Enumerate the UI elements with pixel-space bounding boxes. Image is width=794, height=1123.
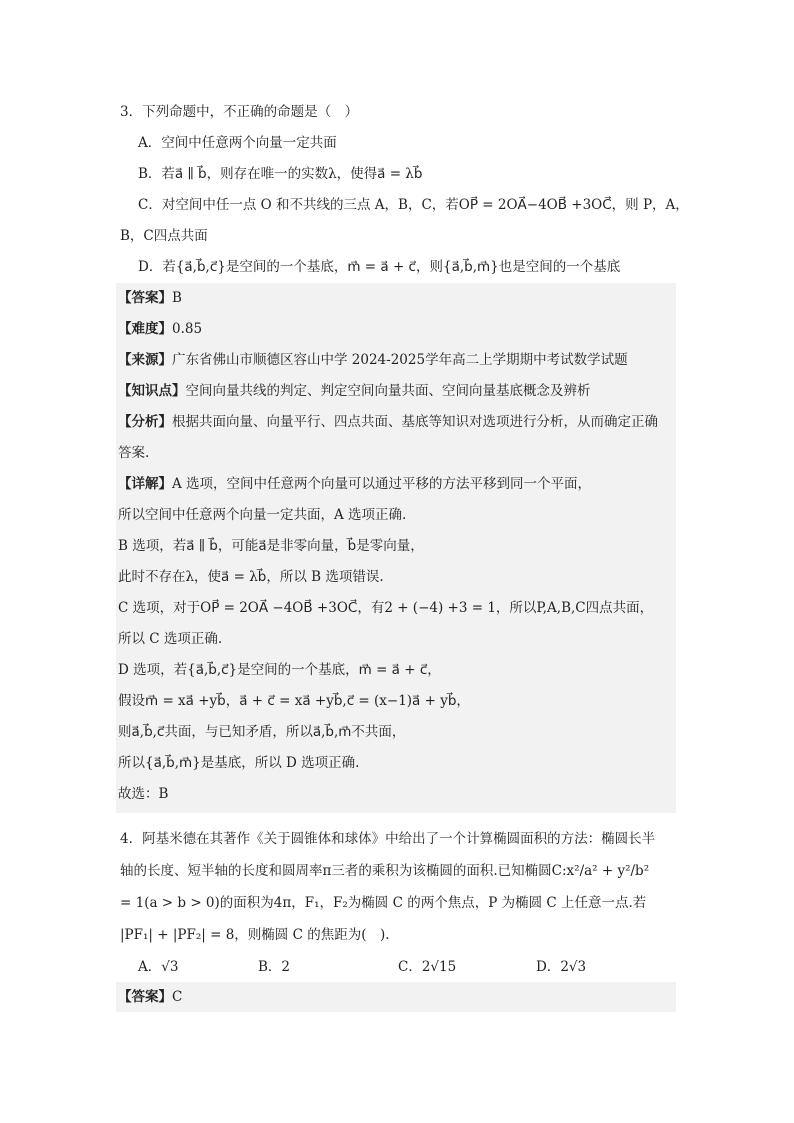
q4-stem-line: = 1(a > b > 0)的面积为4π，F₁，F₂为椭圆 C 的两个焦点，P 为椭圆 C 上任意一点.若 xyxy=(120,895,647,911)
q3-source xyxy=(0,345,794,376)
source-value: 广东省佛山市顺德区容山中学 2024-2025学年高二上学期期中考试数学试题 xyxy=(172,352,628,368)
q4-stem-line: 轴的长度、短半轴的长度和圆周率π三者的乘积为该椭圆的面积.已知椭圆C:x²/a² + y²/b² xyxy=(120,863,650,879)
detail-line: 所以空间中任意两个向量一定共面，A 选项正确. xyxy=(118,507,407,523)
q3-analysis xyxy=(0,407,794,438)
detail-line: 此时不存在λ，使a⃗ = λb⃗，所以 B 选项错误. xyxy=(118,569,384,585)
q3-option-c-cont: B，C四点共面 xyxy=(120,228,208,244)
detail-line: 故选：B xyxy=(118,786,169,802)
analysis-tag: 【分析】 xyxy=(118,414,172,430)
detail-line: D 选项，若{a⃗,b⃗,c⃗}是空间的一个基底，m⃗ = a⃗ + c⃗， xyxy=(118,662,441,678)
detail-line: 所以{a⃗,b⃗,m⃗}是基底，所以 D 选项正确. xyxy=(118,755,360,771)
detail-tag: 【详解】 xyxy=(118,476,172,492)
q4-stem-line: 4．阿基米德在其著作《关于圆锥体和球体》中给出了一个计算椭圆面积的方法：椭圆长半 xyxy=(120,831,656,847)
q4-stem-line: |PF₁| + |PF₂| = 8，则椭圆 C 的焦距为( ). xyxy=(120,927,390,943)
q4-option-a: A．√3 xyxy=(138,959,179,975)
detail-line: B 选项，若a⃗ ∥ b⃗，可能a⃗是非零向量，b⃗是零向量， xyxy=(118,538,424,554)
knowledge-value: 空间向量共线的判定、判定空间向量共面、空间向量基底概念及辨析 xyxy=(185,383,591,399)
q4-options xyxy=(0,952,794,983)
answer-value: B xyxy=(172,290,182,306)
q4-option-c: C．2√15 xyxy=(398,959,457,975)
answer-tag: 【答案】 xyxy=(118,989,172,1005)
q4-answer xyxy=(0,982,794,1013)
difficulty-tag: 【难度】 xyxy=(118,321,172,337)
q3-option-c: C．对空间中任一点 O 和不共线的三点 A，B，C，若OP⃗ = 2OA⃗−4OB⃗ +3OC⃗，则 P，A， xyxy=(138,197,689,213)
answer-tag: 【答案】 xyxy=(118,290,172,306)
q3-knowledge xyxy=(0,376,794,407)
q3-stem: 3．下列命题中，不正确的命题是（ ） xyxy=(120,104,359,120)
difficulty-value: 0.85 xyxy=(172,321,203,337)
detail-line: 所以 C 选项正确. xyxy=(118,631,223,647)
q3-detail xyxy=(0,469,794,500)
q3-option-b: B．若a⃗ ∥ b⃗，则存在唯一的实数λ，使得a⃗ = λb⃗ xyxy=(138,166,423,182)
detail-line: C 选项，对于OP⃗ = 2OA⃗ −4OB⃗ +3OC⃗，有2 + (−4) +3 = 1，所以P,A,B,C四点共面， xyxy=(118,600,654,616)
answer-value: C xyxy=(172,989,183,1005)
q3-option-d: D．若{a⃗,b⃗,c⃗}是空间的一个基底，m⃗ = a⃗ + c⃗，则{a⃗,b⃗,m⃗}也是空间的一个基底 xyxy=(138,259,621,275)
source-tag: 【来源】 xyxy=(118,352,172,368)
knowledge-tag: 【知识点】 xyxy=(118,383,186,399)
detail-line: 则a⃗,b⃗,c⃗共面，与已知矛盾，所以a⃗,b⃗,m⃗不共面， xyxy=(118,724,406,740)
q3-difficulty xyxy=(0,314,794,345)
analysis-value: 根据共面向量、向量平行、四点共面、基底等知识对选项进行分析，从而确定正确 xyxy=(172,414,658,430)
detail-line: A 选项，空间中任意两个向量可以通过平移的方法平移到同一个平面， xyxy=(172,476,592,492)
q3-analysis-cont: 答案. xyxy=(118,445,150,461)
q4-option-b: B．2 xyxy=(258,959,291,975)
q4-option-d: D．2√3 xyxy=(536,959,587,975)
q3-answer xyxy=(0,283,794,314)
q3-option-a: A．空间中任意两个向量一定共面 xyxy=(138,135,337,151)
detail-line: 假设m⃗ = xa⃗ +yb⃗，a⃗ + c⃗ = xa⃗ +yb⃗,c⃗ = (x−1)a⃗ + yb⃗， xyxy=(118,693,470,709)
